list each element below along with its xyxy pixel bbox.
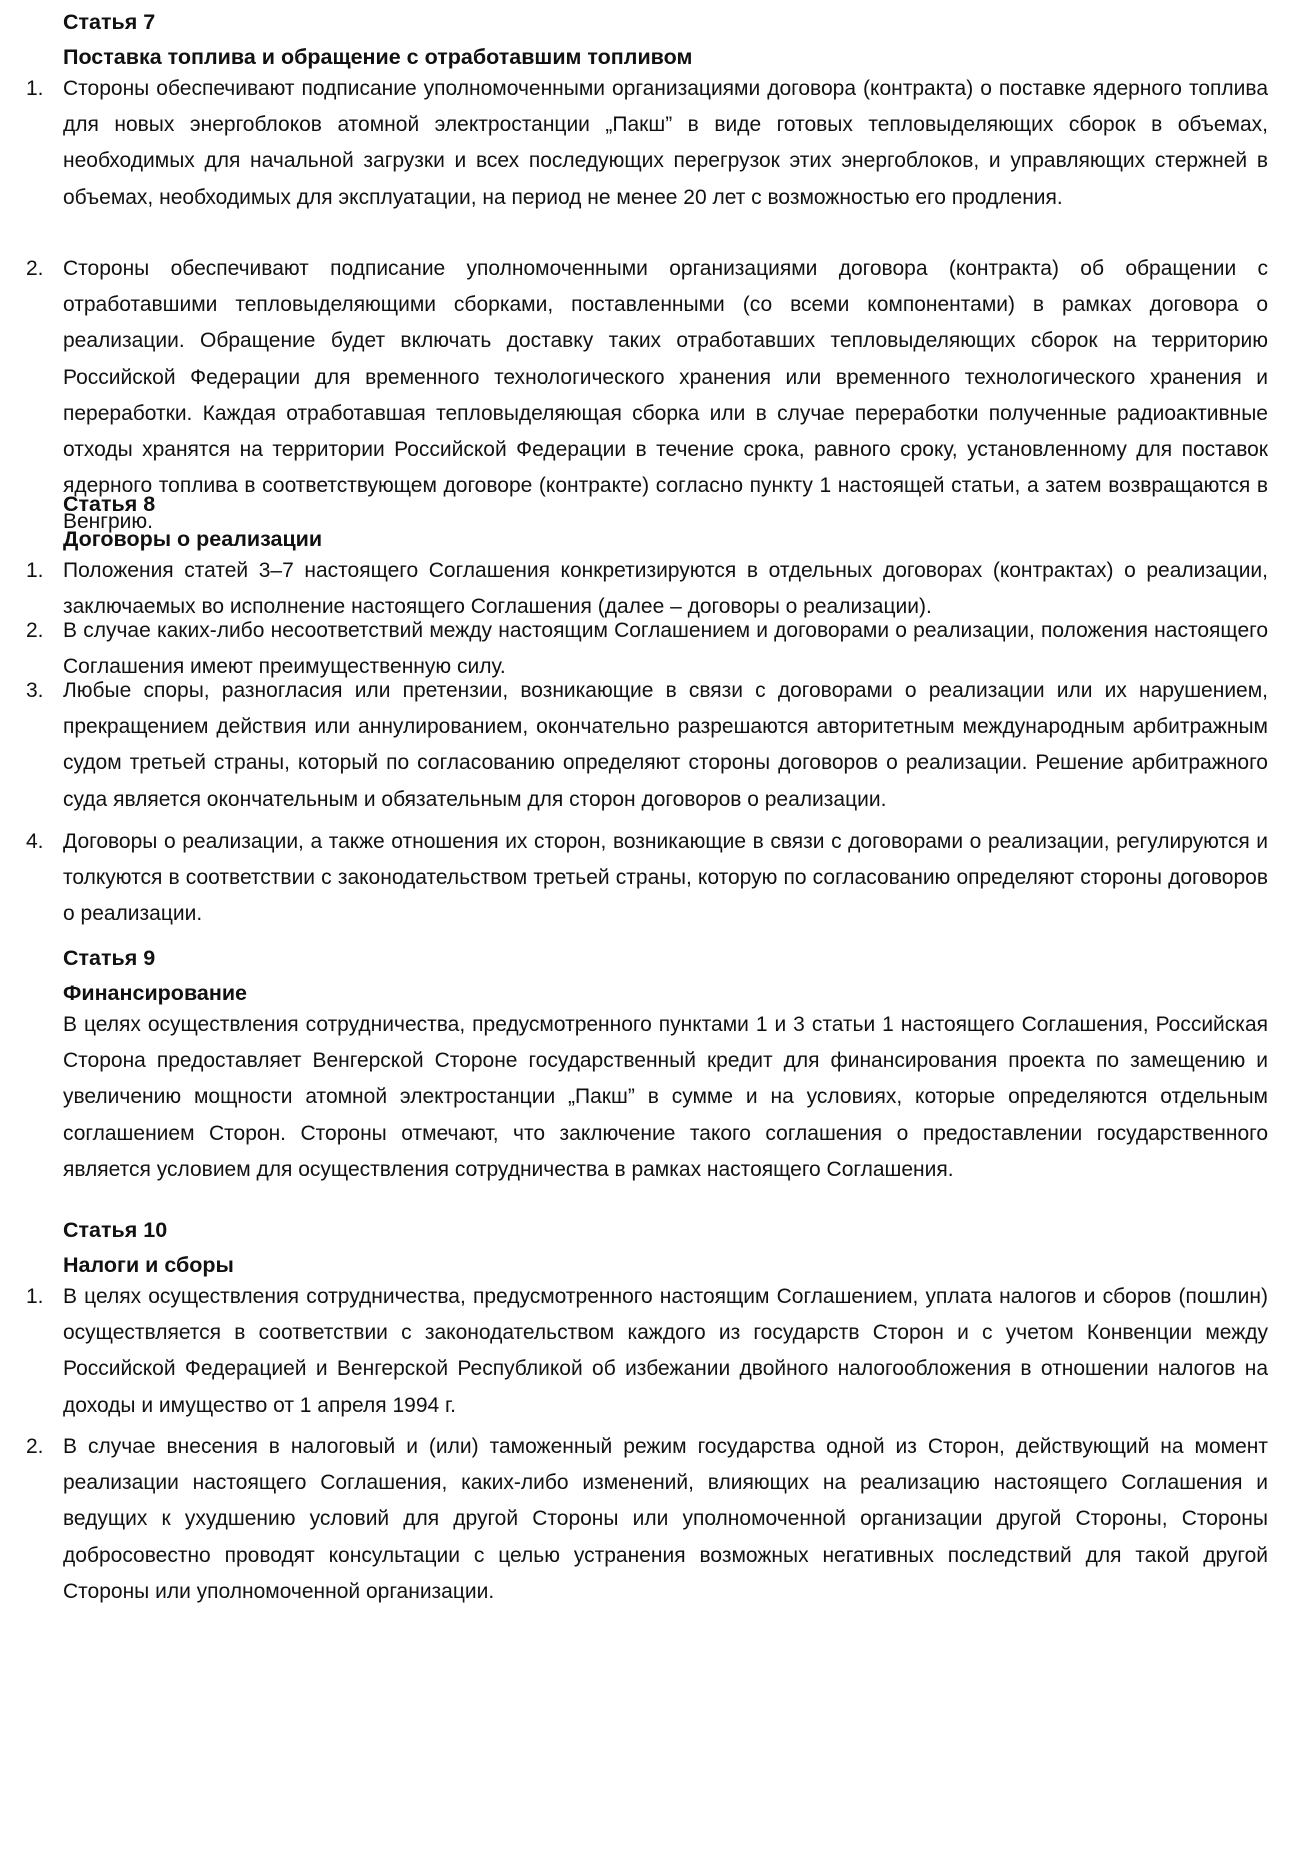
article-8-item-2-number: 2. bbox=[26, 619, 44, 642]
article-8-item-4-number: 4. bbox=[26, 830, 44, 853]
article-7-item-1-number: 1. bbox=[26, 77, 44, 100]
article-10-item-1-number: 1. bbox=[26, 1285, 44, 1308]
article-7-item-1-text: Стороны обеспечивают подписание уполномоченными организациями договора (контракта) о поставке ядерного топлива для новых энергоблоков атомной электростанции „Пакш” в виде готовых тепловыделяющих сборок в объемах, необходимых для начальной загрузки и всех последующих перегрузок этих энергоблоков, и управляющих стержней в объемах, необходимых для эксплуатации, на период не менее 20 лет с возможностью его продления. bbox=[63, 77, 1268, 209]
article-7-item-2-text: Стороны обеспечивают подписание уполномоченными организациями договора (контракта) об обращении с отработавшими тепловыделяющими сборками, поставленными (со всеми компонентами) в рамках договора о реализации. Обращение будет включать доставку таких отработавших тепловыделяющих сборок на территорию Российской Федерации для временного технологического хранения или временного технологического хранения и переработки. Каждая отработавшая тепловыделяющая сборка или в случае переработки полученные радиоактивные отходы хранятся на территории Российской Федерации в течение срока, равного сроку, установленному для поставок ядерного топлива в соответствующем договоре (контракте) согласно пункту 1 настоящей статьи, а затем возвращаются в Венгрию. bbox=[63, 257, 1268, 534]
article-8-item-3-text: Любые споры, разногласия или претензии, возникающие в связи с договорами о реализации или их нарушением, прекращением действия или аннулированием, окончательно разрешаются авторитетным международным арбитражным судом третьей страны, который по согласованию определяют стороны договоров о реализации. Решение арбитражного суда является окончательным и обязательным для сторон договоров о реализации. bbox=[63, 679, 1268, 811]
article-7-item-2-number: 2. bbox=[26, 257, 44, 280]
article-10-item-2-number: 2. bbox=[26, 1435, 44, 1458]
article-10-title: Налоги и сборы bbox=[63, 1253, 234, 1277]
article-10-number: Статья 10 bbox=[63, 1218, 168, 1242]
article-8-item-4-text: Договоры о реализации, а также отношения их сторон, возникающие в связи с договорами о реализации, регулируются и толкуются в соответствии с законодательством третьей страны, которую по согласованию определяют стороны договоров о реализации. bbox=[63, 830, 1268, 926]
article-8-item-2-text: В случае каких-либо несоответствий между настоящим Соглашением и договорами о реализации, положения настоящего Соглашения имеют преимущественную силу. bbox=[63, 619, 1268, 679]
article-8-item-1-text: Положения статей 3–7 настоящего Соглашения конкретизируются в отдельных договорах (контрактах) о реализации, заключаемых во исполнение настоящего Соглашения (далее – договоры о реализации). bbox=[63, 559, 1268, 619]
article-7-number: Статья 7 bbox=[63, 10, 156, 34]
article-10-item-1-text: В целях осуществления сотрудничества, предусмотренного настоящим Соглашением, уплата налогов и сборов (пошлин) осуществляется в соответствии с законодательством каждого из государств Сторон и с учетом Конвенции между Российской Федерацией и Венгерской Республикой об избежании двойного налогообложения в отношении налогов на доходы и имущество от 1 апреля 1994 г. bbox=[63, 1285, 1268, 1417]
article-8-title: Договоры о реализации bbox=[63, 527, 323, 551]
article-7-title: Поставка топлива и обращение с отработавшим топливом bbox=[63, 45, 693, 69]
article-8-item-3-number: 3. bbox=[26, 679, 44, 702]
article-9-number: Статья 9 bbox=[63, 946, 156, 970]
article-8-number: Статья 8 bbox=[63, 492, 156, 516]
article-9-text: В целях осуществления сотрудничества, предусмотренного пунктами 1 и 3 статьи 1 настоящего Соглашения, Российская Сторона предоставляет Венгерской Стороне государственный кредит для финансирования проекта по замещению и увеличению мощности атомной электростанции „Пакш” в сумме и на условиях, которые определяются отдельным соглашением Сторон. Стороны отмечают, что заключение такого соглашения о предоставлении государственного является условием для осуществления сотрудничества в рамках настоящего Соглашения. bbox=[63, 1013, 1268, 1181]
article-8-item-1-number: 1. bbox=[26, 559, 44, 582]
article-10-item-2-text: В случае внесения в налоговый и (или) таможенный режим государства одной из Сторон, действующий на момент реализации настоящего Соглашения, каких-либо изменений, влияющих на реализацию настоящего Соглашения и ведущих к ухудшению условий для другой Стороны или уполномоченной организации другой Стороны, Стороны добросовестно проводят консультации с целью устранения возможных негативных последствий для такой другой Стороны или уполномоченной организации. bbox=[63, 1435, 1268, 1603]
article-9-title: Финансирование bbox=[63, 981, 247, 1005]
